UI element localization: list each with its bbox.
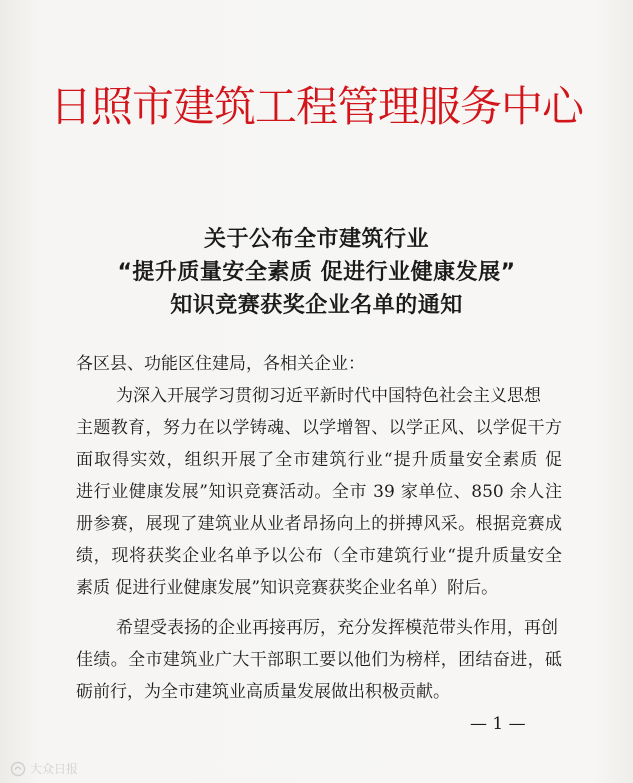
paragraph-2-line-2: 佳绩。全市建筑业广大干部职工要以他们为榜样，团结奋进，砥 <box>76 650 562 670</box>
paragraph-2-line-3: 砺前行，为全市建筑业高质量发展做出积极贡献。 <box>76 682 450 702</box>
paragraph-1-line-4: 进行业健康发展”知识竞赛活动。全市 39 家单位、850 余人注 <box>76 482 562 502</box>
issuing-authority-header: 日照市建筑工程管理服务中心 <box>49 82 583 131</box>
watermark <box>10 760 78 777</box>
paragraph-1-line-2: 主题教育，努力在以学铸魂、以学增智、以学正风、以学促干方 <box>76 418 562 438</box>
paragraph-1-line-6: 绩，现将获奖企业名单予以公布（全市建筑行业“提升质量安全 <box>76 546 562 566</box>
paragraph-1-line-3: 面取得实效，组织开展了全市建筑行业“提升质量安全素质 促 <box>76 450 562 470</box>
page-number: — 1 — <box>470 714 526 734</box>
paragraph-1-line-1: 为深入开展学习贯彻习近平新时代中国特色社会主义思想 <box>116 386 541 406</box>
watermark-logo-icon <box>10 761 26 777</box>
paragraph-2-line-1: 希望受表扬的企业再接再厉，充分发挥模范带头作用，再创 <box>116 618 558 638</box>
document-title-line-1: 关于公布全市建筑行业 <box>203 227 429 252</box>
document-title-line-2: “提升质量安全素质 促进行业健康发展” <box>117 260 516 285</box>
watermark-text: 大众日报 <box>30 762 79 776</box>
salutation: 各区县、功能区住建局，各相关企业： <box>76 354 365 374</box>
paragraph-1-line-5: 册参赛，展现了建筑业从业者昂扬向上的拼搏风采。根据竞赛成 <box>76 514 562 534</box>
document-title-line-3: 知识竞赛获奖企业名单的通知 <box>170 293 463 318</box>
paragraph-1-line-7: 素质 促进行业健康发展”知识竞赛获奖企业名单）附后。 <box>76 578 499 598</box>
